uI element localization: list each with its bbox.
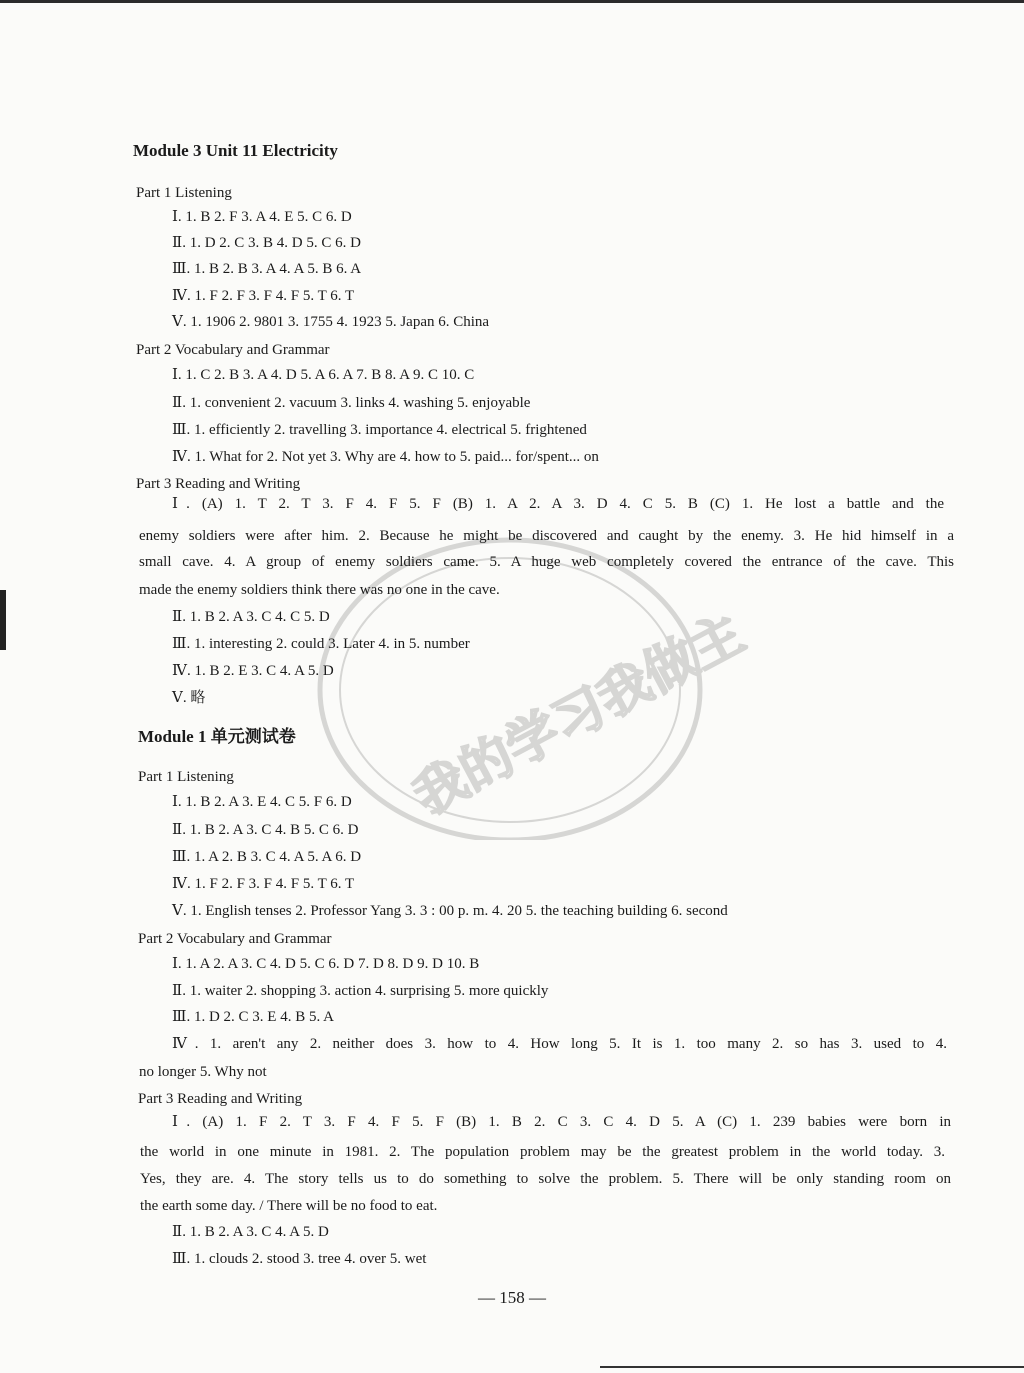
m3-p1-row: Ⅰ. 1. B 2. F 3. A 4. E 5. C 6. D bbox=[172, 209, 352, 225]
m3-p3-row: Ⅲ. 1. interesting 2. could 3. Later 4. in 5. number bbox=[172, 636, 470, 652]
m3-p3-para-line: made the enemy soldiers think there was no one in the cave. bbox=[139, 582, 500, 598]
m1-p1-row: Ⅳ. 1. F 2. F 3. F 4. F 5. T 6. T bbox=[172, 876, 355, 892]
module1-title: Module 1 单元测试卷 bbox=[138, 727, 296, 746]
bottom-rule bbox=[600, 1366, 1024, 1368]
page-number: — 158 — bbox=[478, 1288, 546, 1307]
m1-p2-para-line: no longer 5. Why not bbox=[139, 1064, 267, 1080]
m3-p3-row: Ⅴ. 略 bbox=[172, 690, 206, 706]
m1-p2-row: Ⅰ. 1. A 2. A 3. C 4. D 5. C 6. D 7. D 8. D 9. D 10. B bbox=[172, 956, 480, 972]
m3-p2-row: Ⅱ. 1. convenient 2. vacuum 3. links 4. washing 5. enjoyable bbox=[172, 395, 531, 411]
m1-p3-para-line: the earth some day. / There will be no food to eat. bbox=[140, 1198, 438, 1214]
m3-part3-heading: Part 3 Reading and Writing bbox=[136, 476, 301, 492]
m3-p1-row: Ⅳ. 1. F 2. F 3. F 4. F 5. T 6. T bbox=[172, 288, 355, 304]
m1-p2-para-line: Ⅳ. 1. aren't any 2. neither does 3. how to 4. How long 5. It is 1. too many 2. so has 3. used to 4. bbox=[172, 1036, 947, 1052]
m1-p3-para-line: the world in one minute in 1981. 2. The population problem may be the greatest problem in the world today. 3. bbox=[140, 1144, 945, 1160]
m1-p1-row: Ⅴ. 1. English tenses 2. Professor Yang 3. 3 : 00 p. m. 4. 20 5. the teaching building 6. second bbox=[172, 903, 728, 919]
top-rule bbox=[0, 0, 1024, 3]
m3-p3-para-line: small cave. 4. A group of enemy soldiers came. 5. A huge web completely covered the entrance of the cave. This bbox=[139, 554, 954, 570]
m1-p1-row: Ⅲ. 1. A 2. B 3. C 4. A 5. A 6. D bbox=[172, 849, 362, 865]
m3-p3-row: Ⅱ. 1. B 2. A 3. C 4. C 5. D bbox=[172, 609, 330, 625]
m3-p3-row: Ⅳ. 1. B 2. E 3. C 4. A 5. D bbox=[172, 663, 334, 679]
scan-edge-mark bbox=[0, 590, 6, 650]
m3-p1-row: Ⅴ. 1. 1906 2. 9801 3. 1755 4. 1923 5. Japan 6. China bbox=[172, 314, 490, 330]
m3-p2-row: Ⅰ. 1. C 2. B 3. A 4. D 5. A 6. A 7. B 8. A 9. C 10. C bbox=[172, 367, 475, 383]
m1-part3-heading: Part 3 Reading and Writing bbox=[138, 1091, 303, 1107]
m1-p3-para-line: Yes, they are. 4. The story tells us to do something to solve the problem. 5. There will be only standing room on bbox=[140, 1171, 951, 1187]
m3-p1-row: Ⅱ. 1. D 2. C 3. B 4. D 5. C 6. D bbox=[172, 235, 361, 251]
m1-p3-row: Ⅱ. 1. B 2. A 3. C 4. A 5. D bbox=[172, 1224, 329, 1240]
module3-title: Module 3 Unit 11 Electricity bbox=[133, 141, 338, 160]
m3-p2-row: Ⅲ. 1. efficiently 2. travelling 3. importance 4. electrical 5. frightened bbox=[172, 422, 587, 438]
m1-p2-row: Ⅱ. 1. waiter 2. shopping 3. action 4. surprising 5. more quickly bbox=[172, 983, 549, 999]
m1-p1-row: Ⅱ. 1. B 2. A 3. C 4. B 5. C 6. D bbox=[172, 822, 359, 838]
m1-p3-para-line: Ⅰ. (A) 1. F 2. T 3. F 4. F 5. F (B) 1. B 2. C 3. C 4. D 5. A (C) 1. 239 babies were born in bbox=[172, 1114, 951, 1130]
watermark-text: 我的学习我做主 bbox=[404, 603, 754, 828]
m1-part2-heading: Part 2 Vocabulary and Grammar bbox=[138, 931, 332, 947]
m3-p3-para-line: Ⅰ. (A) 1. T 2. T 3. F 4. F 5. F (B) 1. A 2. A 3. D 4. C 5. B (C) 1. He lost a battle and the bbox=[172, 496, 944, 512]
m3-part1-heading: Part 1 Listening bbox=[136, 185, 232, 201]
m3-part2-heading: Part 2 Vocabulary and Grammar bbox=[136, 342, 330, 358]
m1-p3-row: Ⅲ. 1. clouds 2. stood 3. tree 4. over 5. wet bbox=[172, 1251, 427, 1267]
m3-p3-para-line: enemy soldiers were after him. 2. Because he might be discovered and caught by the enemy. 3. He hid himself in a bbox=[139, 528, 954, 544]
m1-p2-row: Ⅲ. 1. D 2. C 3. E 4. B 5. A bbox=[172, 1009, 334, 1025]
m3-p1-row: Ⅲ. 1. B 2. B 3. A 4. A 5. B 6. A bbox=[172, 261, 362, 277]
m1-part1-heading: Part 1 Listening bbox=[138, 769, 234, 785]
m1-p1-row: Ⅰ. 1. B 2. A 3. E 4. C 5. F 6. D bbox=[172, 794, 352, 810]
m3-p2-row: Ⅳ. 1. What for 2. Not yet 3. Why are 4. how to 5. paid... for/spent... on bbox=[172, 449, 599, 465]
